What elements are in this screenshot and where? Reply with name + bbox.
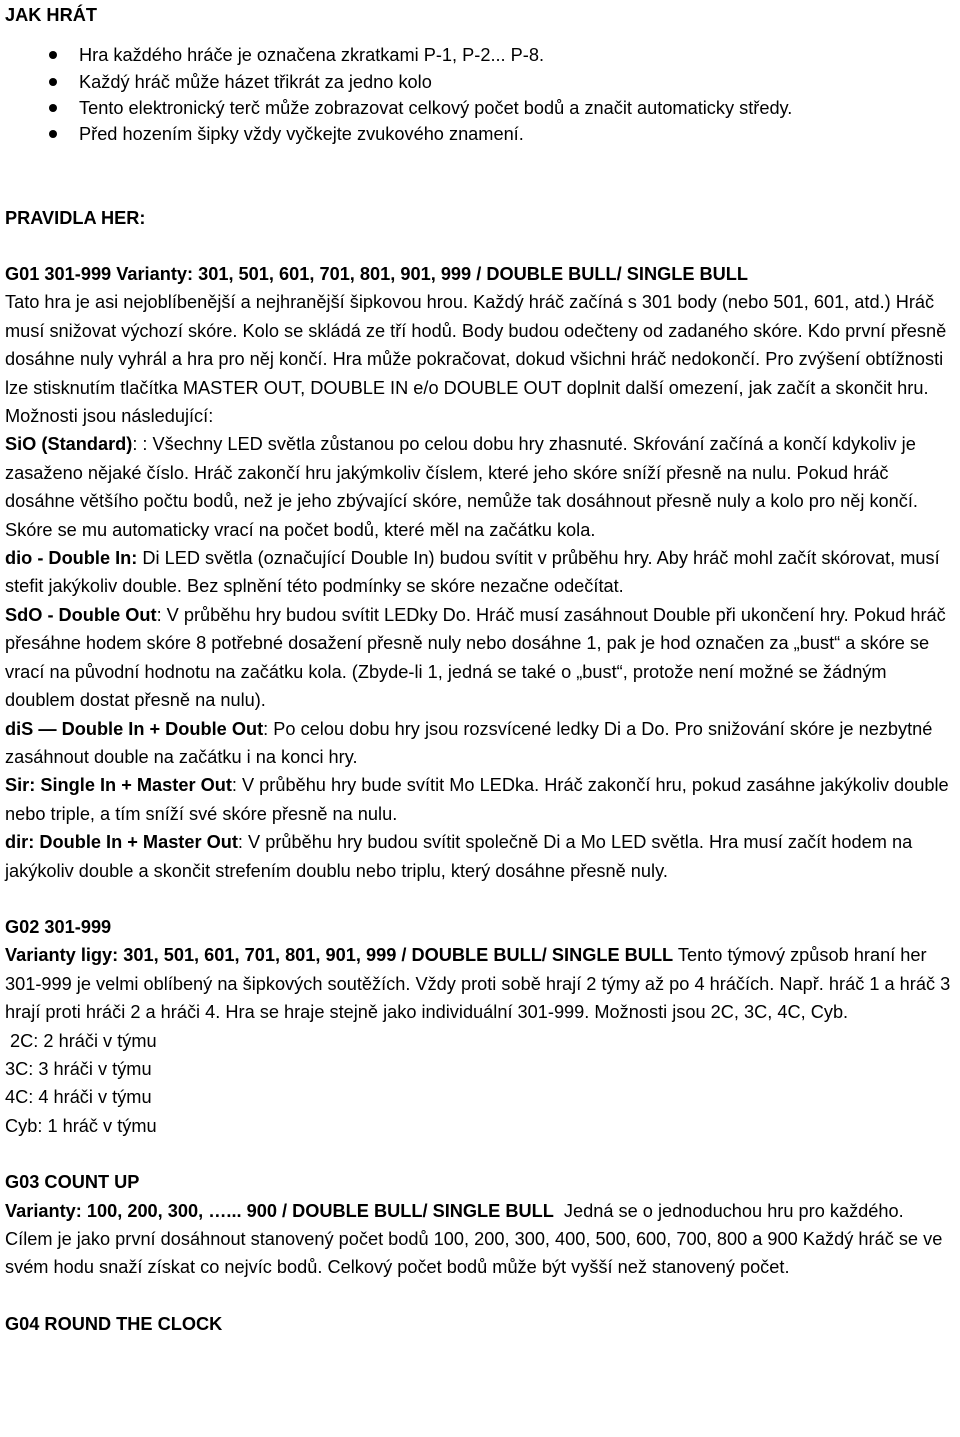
option-label-dis: diS — Double In + Double Out [5,718,264,739]
list-item: Hra každého hráče je označena zkratkami P-1, P-2... P-8. [40,42,954,68]
option-label-sir: Sir: Single In + Master Out [5,775,232,796]
team-line: 4C: 4 hráči v týmu [5,1087,152,1108]
spacer [5,885,954,913]
g01-heading: G01 301-999 Varianty: 301, 501, 601, 701, 801, 901, 999 / DOUBLE BULL/ SINGLE BULL [5,264,749,284]
how-to-play-list [5,42,954,147]
option-sdo [5,601,954,715]
option-text-sir: : V průběhu hry bude svítit Mo LEDka. Hráč zakončí hru, pokud zasáhne jakýkoliv double nebo triple, a tím sníží své skóre přesně na nulu. [5,775,949,824]
g02-heading: G02 301-999 [5,916,112,937]
option-label-sdo: SdO - Double Out [5,604,157,625]
option-dis [5,715,954,772]
section-g04 [5,1310,954,1338]
g01-intro [5,288,954,544]
list-item: Před hozením šipky vždy vyčkejte zvukového znamení. [40,121,954,147]
spacer [5,148,954,204]
g02-text: Tento týmový způsob hraní her 301-999 je velmi oblíbený na šipkových soutěžích. Vždy proti sobě hrají 2 týmy až po 4 hráčích. Např. hráč 1 a hráč 3 hrají proti hráči 2 a hráči 4. Hra se hraje stejně jako individuální 301-999. Možnosti jsou 2C, 3C, 4C, Cyb. [5,945,951,1023]
spacer [5,1282,954,1310]
spacer [5,1140,954,1168]
option-dio [5,544,954,601]
section-g01 [5,260,954,885]
section-g02 [5,913,954,1140]
option-label-dio: dio - Double In: [5,548,138,569]
g03-description [5,1197,954,1282]
section-g03 [5,1168,954,1282]
option-label-sio: SiO (Standard) [5,434,133,455]
spacer [5,232,954,260]
g03-variants: Varianty: 100, 200, 300, …... 900 / DOUBLE BULL/ SINGLE BULL [5,1200,554,1221]
rules-heading: PRAVIDLA HER: [5,207,146,228]
team-line: 2C: 2 hráči v týmu [5,1030,157,1051]
list-item: Každý hráč může házet třikrát za jedno kolo [40,69,954,95]
g04-heading: G04 ROUND THE CLOCK [5,1313,223,1334]
option-label-dir: dir: Double In + Master Out [5,832,238,853]
option-sir [5,771,954,828]
option-text-sdo: : V průběhu hry budou svítit LEDky Do. Hráč musí zasáhnout Double při ukončení hry. Pokud hráč přesáhne hodem skóre 8 potřebné dosažení přesně nuly nebo dosáhne 1, pak je hod označen za „bust“ a skóre se vrací na původní hodnotu na začátku kola. (Zbyde-li 1, jedná se také o „bust“, protože není možné se žádným doublem dostat přesně na nulu). [5,604,946,711]
team-line: Cyb: 1 hráč v týmu [5,1115,157,1136]
page-title: JAK HRÁT [5,5,97,25]
g01-intro-text: Tato hra je asi nejoblíbenější a nejhranější šipkovou hrou. Každý hráč začíná s 301 body (nebo 501, 601, atd.) Hráč musí snižovat výchozí skóre. Kolo se skládá ze tří hodů. Body budou odečteny od zadaného skóre. Kdo první přesně dosáhne nuly vyhrál a hra pro něj končí. Hra může pokračovat, dokud všichni hráč nedokončí. Pro zvýšení obtížnosti lze stisknutím tlačítka MASTER OUT, DOUBLE IN e/o DOUBLE OUT doplnit další omezení, jak začít a skončit hru. Možnosti jsou následující: [5,292,947,427]
manual-page [0,1,960,1338]
option-text-dis: : Po celou dobu hry jsou rozsvícené ledky Di a Do. Pro snižování skóre je nezbytné zasáhnout double na začátku i na konci hry. [5,718,933,767]
g03-heading: G03 COUNT UP [5,1172,140,1193]
g02-variants: Varianty ligy: 301, 501, 601, 701, 801, 901, 999 / DOUBLE BULL/ SINGLE BULL [5,945,674,966]
list-item: Tento elektronický terč může zobrazovat celkový počet bodů a značit automaticky středy. [40,95,954,121]
team-line: 3C: 3 hráči v týmu [5,1058,152,1079]
option-text-dir: : V průběhu hry budou svítit společně Di a Mo LED světla. Hra musí začít hodem na jakýkoliv double a skončit strefením doublu nebo triplu, který dosáhne přesně nuly. [5,832,913,881]
g02-description [5,941,954,1026]
option-text-dio: Di LED světla (označující Double In) budou svítit v průběhu hry. Aby hráč mohl začít skórovat, musí stefit jakýkoliv double. Bez splnění této podmínky se skóre nezačne odečítat. [5,548,940,597]
option-text-sio: : : Všechny LED světla zůstanou po celou dobu hry zhasnuté. Skŕování začíná a končí kdykoliv je zasaženo nějaké číslo. Hráč zakončí hru jakýmkoliv číslem, které jeho skóre sníží přesně na nulu. Pokud hráč dosáhne většího počtu bodů, než je jeho zbývající skóre, nemůže tak dosáhnout přesně nuly a kolo pro něj končí. Skóre se mu automaticky vrací na počet bodů, které měl na začátku kola. [5,434,918,540]
g03-text: Jedná se o jednoduchou hru pro každého. Cílem je jako první dosáhnout stanovený počet bodů 100, 200, 300, 400, 500, 600, 700, 800 a 900 Každý hráč se ve svém hodu snaží získat co nejvíc bodů. Celkový počet bodů může být vyšší než stanovený počet. [5,1200,948,1278]
option-dir [5,828,954,885]
